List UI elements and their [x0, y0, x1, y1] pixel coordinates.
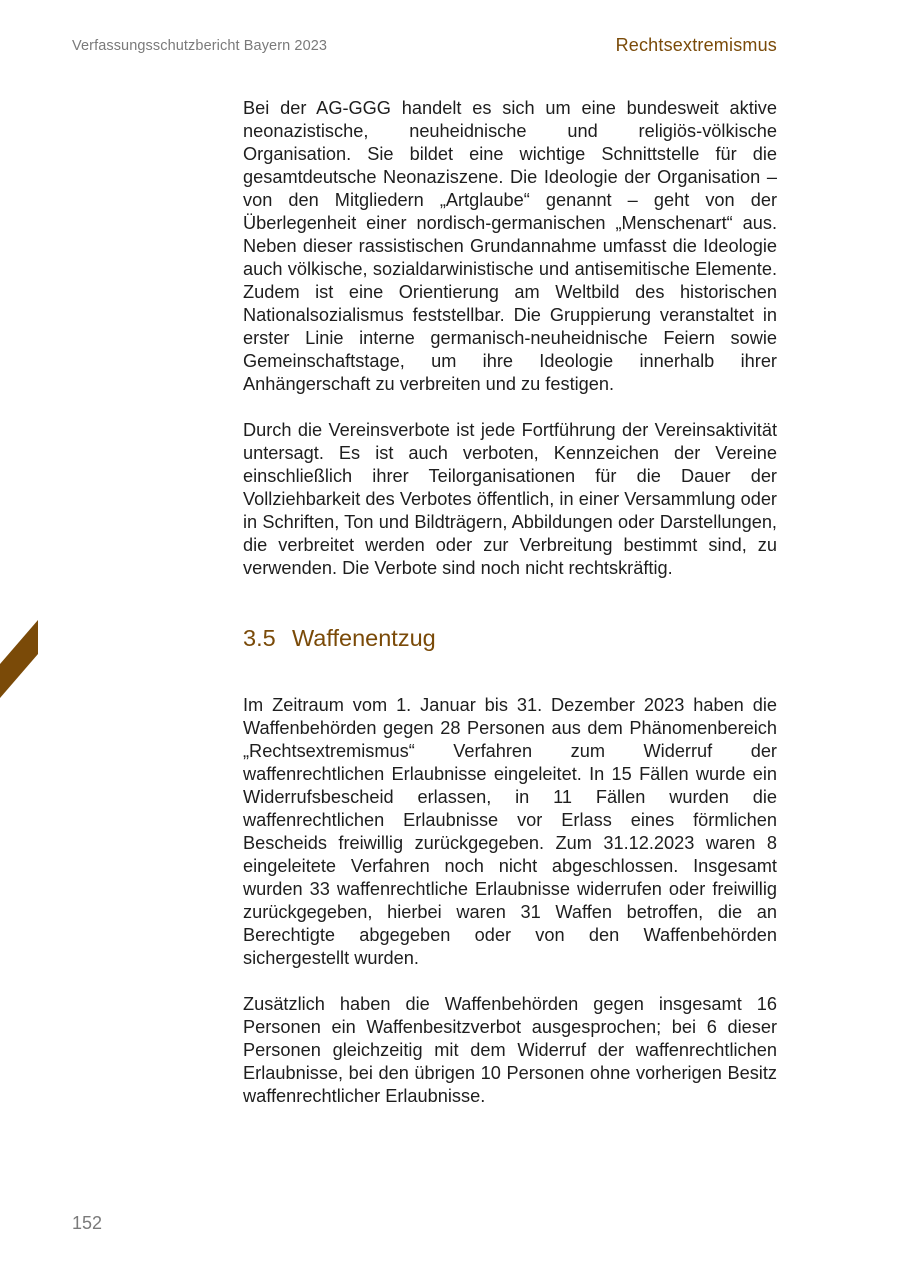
running-header-publication: Verfassungsschutzbericht Bayern 2023 [72, 38, 328, 54]
body-paragraph: Durch die Vereinsverbote ist jede Fortführung der Vereinsaktivität untersagt. Es ist auch verboten, Kennzeichen der Vereine einschließlich ihrer Teilorganisationen für die Dauer der Vollziehbarkeit des Verbotes öffentlich, in einer Versammlung oder in Schriften, Ton und Bildträgern, Abbildungen oder Darstellungen, die verbreitet werden oder zur Verbreitung bestimmt sind, zu verwenden. Die Verbote sind noch nicht rechtskräftig. [243, 420, 777, 578]
body-paragraph: Bei der AG-GGG handelt es sich um eine bundesweit aktive neonazistische, neuheidnische und religiös-völkische Organisation. Sie bildet eine wichtige Schnittstelle für die gesamtdeutsche Neonaziszene. Die Ideologie der Organisation – von den Mitgliedern „Artglaube“ genannt – geht von der Überlegenheit einer nordisch-germanischen „Menschenart“ aus. Neben dieser rassistischen Grundannahme umfasst die Ideologie auch völkische, sozialdarwinistische und antisemitische Elemente. Zudem ist eine Orientierung am Weltbild des historischen Nationalsozialismus feststellbar. Die Gruppierung veranstaltet in erster Linie interne germanisch-neuheidnische Feiern sowie Gemeinschaftstage, um ihre Ideologie innerhalb ihrer Anhängerschaft zu verbreiten und zu festigen. [243, 98, 777, 394]
running-header-chapter: Rechtsextremismus [615, 35, 777, 55]
body-paragraph: Im Zeitraum vom 1. Januar bis 31. Dezember 2023 haben die Waffenbehörden gegen 28 Personen aus dem Phänomenbereich „Rechtsextremismus“ Verfahren zum Widerruf der waffenrechtlichen Erlaubnisse eingeleitet. In 15 Fällen wurde ein Widerrufsbescheid erlassen, in 11 Fällen wurden die waffenrechtlichen Erlaubnisse vor Erlass eines förmlichen Bescheids freiwillig zurückgegeben. Zum 31.12.2023 waren 8 eingeleitete Verfahren noch nicht abgeschlossen. Insgesamt wurden 33 waffenrechtliche Erlaubnisse widerrufen oder freiwillig zurückgegeben, hierbei waren 31 Waffen betroffen, die an Berechtigte abgegeben oder von den Waffenbehörden sichergestellt wurden. [243, 695, 777, 968]
chapter-tab-marker-shape [0, 620, 38, 698]
chapter-tab-marker [0, 620, 38, 698]
main-content [243, 97, 777, 1108]
page-number: 152 [72, 1213, 103, 1233]
section-title: Waffenentzug [292, 625, 436, 651]
body-paragraph: Zusätzlich haben die Waffenbehörden gegen insgesamt 16 Personen ein Waffenbesitzverbot ausgesprochen; bei 6 dieser Personen gleichzeitig mit dem Widerruf der waffenrechtlichen Erlaubnisse, bei den übrigen 10 Personen ohne vorherigen Besitz waffenrechtlicher Erlaubnisse. [243, 994, 777, 1106]
section-number: 3.5 [243, 625, 276, 651]
section-heading [243, 623, 777, 667]
